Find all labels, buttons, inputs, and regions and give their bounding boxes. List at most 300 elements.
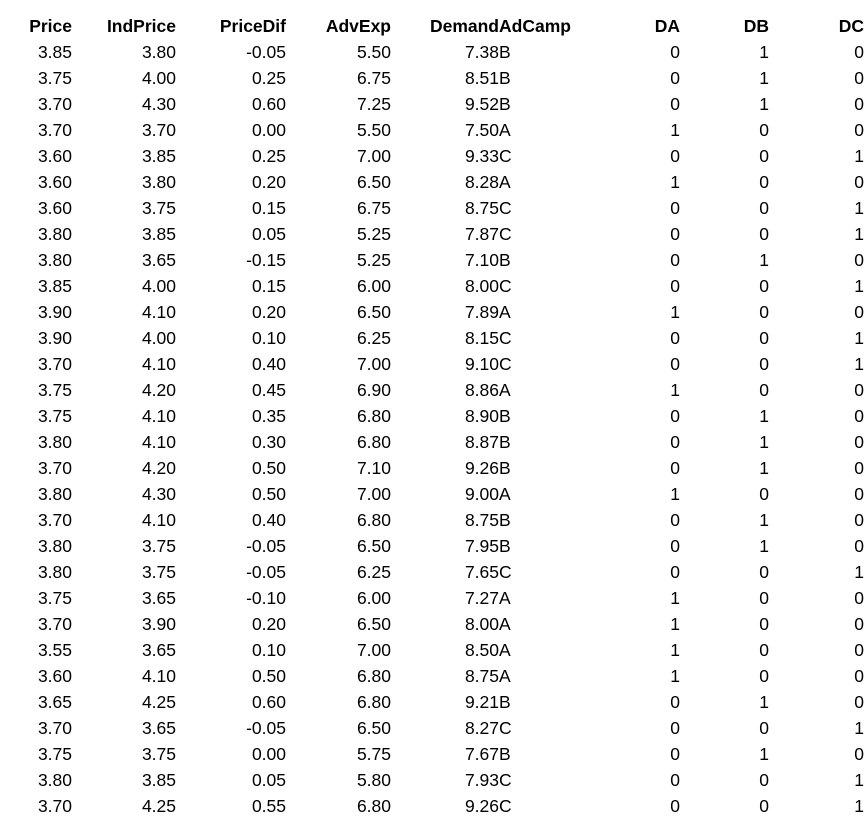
cell-db: 1 <box>759 250 769 270</box>
cell-price: 3.60 <box>37 146 72 166</box>
cell-da: 0 <box>670 328 680 348</box>
cell-indprice: 4.10 <box>141 302 176 322</box>
header-dc: DC <box>838 16 864 36</box>
cell-demand: 8.86 <box>464 380 499 400</box>
cell-demand: 8.75 <box>464 666 499 686</box>
cell-pricedif: 0.05 <box>251 770 286 790</box>
cell-advexp: 6.80 <box>356 796 391 816</box>
cell-indprice: 3.75 <box>141 562 176 582</box>
header-pricedif: PriceDif <box>219 16 286 36</box>
cell-adcamp: B <box>499 744 511 764</box>
cell-price: 3.55 <box>37 640 72 660</box>
cell-da: 0 <box>670 250 680 270</box>
cell-indprice: 3.80 <box>141 172 176 192</box>
table-row <box>0 611 864 637</box>
cell-da: 0 <box>670 692 680 712</box>
cell-indprice: 3.75 <box>141 744 176 764</box>
cell-dc: 0 <box>854 640 864 660</box>
cell-da: 0 <box>670 276 680 296</box>
cell-indprice: 3.75 <box>141 198 176 218</box>
cell-demand: 9.10 <box>464 354 499 374</box>
cell-dc: 1 <box>854 796 864 816</box>
cell-dc: 1 <box>854 198 864 218</box>
cell-advexp: 6.25 <box>356 562 391 582</box>
cell-pricedif: 0.20 <box>251 172 286 192</box>
cell-advexp: 7.00 <box>356 484 391 504</box>
cell-adcamp: C <box>499 354 512 374</box>
cell-da: 0 <box>670 354 680 374</box>
cell-db: 1 <box>759 432 769 452</box>
cell-indprice: 4.10 <box>141 432 176 452</box>
table-row <box>0 117 864 143</box>
cell-advexp: 5.80 <box>356 770 391 790</box>
cell-price: 3.80 <box>37 224 72 244</box>
header-da: DA <box>654 16 680 36</box>
cell-adcamp: B <box>499 406 511 426</box>
cell-pricedif: 0.40 <box>251 354 286 374</box>
cell-dc: 1 <box>854 718 864 738</box>
cell-da: 0 <box>670 68 680 88</box>
cell-adcamp: A <box>499 588 511 608</box>
cell-price: 3.65 <box>37 692 72 712</box>
cell-dc: 0 <box>854 406 864 426</box>
cell-indprice: 4.20 <box>141 380 176 400</box>
table-row <box>0 481 864 507</box>
table-row <box>0 221 864 247</box>
cell-pricedif: 0.20 <box>251 302 286 322</box>
cell-demand: 8.00 <box>464 276 499 296</box>
table-row <box>0 91 864 117</box>
cell-dc: 0 <box>854 666 864 686</box>
header-row <box>0 13 864 39</box>
cell-indprice: 4.00 <box>141 276 176 296</box>
cell-dc: 0 <box>854 484 864 504</box>
cell-price: 3.70 <box>37 354 72 374</box>
cell-indprice: 4.25 <box>141 796 176 816</box>
cell-price: 3.85 <box>37 276 72 296</box>
cell-pricedif: 0.05 <box>251 224 286 244</box>
cell-db: 0 <box>759 770 769 790</box>
cell-pricedif: 0.60 <box>251 692 286 712</box>
table-header <box>0 13 864 39</box>
cell-adcamp: A <box>499 484 511 504</box>
cell-da: 0 <box>670 94 680 114</box>
cell-da: 0 <box>670 458 680 478</box>
cell-adcamp: A <box>499 120 511 140</box>
cell-db: 0 <box>759 614 769 634</box>
cell-da: 1 <box>670 666 680 686</box>
cell-price: 3.70 <box>37 94 72 114</box>
cell-indprice: 3.70 <box>141 120 176 140</box>
cell-da: 0 <box>670 406 680 426</box>
cell-pricedif: 0.00 <box>251 744 286 764</box>
cell-db: 0 <box>759 172 769 192</box>
cell-advexp: 6.25 <box>356 328 391 348</box>
cell-pricedif: 0.60 <box>251 94 286 114</box>
cell-da: 1 <box>670 588 680 608</box>
cell-pricedif: 0.55 <box>251 796 286 816</box>
cell-indprice: 3.75 <box>141 536 176 556</box>
table-row <box>0 273 864 299</box>
cell-pricedif: 0.10 <box>251 640 286 660</box>
cell-da: 0 <box>670 42 680 62</box>
cell-indprice: 3.65 <box>141 718 176 738</box>
cell-demand: 7.67 <box>464 744 499 764</box>
cell-db: 0 <box>759 224 769 244</box>
cell-db: 0 <box>759 328 769 348</box>
cell-indprice: 4.10 <box>141 354 176 374</box>
cell-db: 1 <box>759 94 769 114</box>
cell-db: 0 <box>759 666 769 686</box>
cell-demand: 8.27 <box>464 718 499 738</box>
cell-advexp: 6.80 <box>356 666 391 686</box>
cell-advexp: 6.80 <box>356 406 391 426</box>
cell-db: 1 <box>759 744 769 764</box>
table-row <box>0 247 864 273</box>
cell-price: 3.60 <box>37 172 72 192</box>
cell-adcamp: B <box>499 510 511 530</box>
cell-price: 3.75 <box>37 588 72 608</box>
cell-demand: 9.00 <box>464 484 499 504</box>
cell-advexp: 5.50 <box>356 120 391 140</box>
cell-db: 1 <box>759 536 769 556</box>
cell-adcamp: C <box>499 770 512 790</box>
cell-db: 0 <box>759 302 769 322</box>
cell-indprice: 4.10 <box>141 510 176 530</box>
cell-pricedif: -0.10 <box>246 588 286 608</box>
table-row <box>0 637 864 663</box>
cell-pricedif: 0.35 <box>251 406 286 426</box>
cell-advexp: 6.80 <box>356 432 391 452</box>
cell-advexp: 7.25 <box>356 94 391 114</box>
cell-price: 3.90 <box>37 328 72 348</box>
cell-indprice: 4.20 <box>141 458 176 478</box>
cell-pricedif: 0.25 <box>251 68 286 88</box>
cell-price: 3.80 <box>37 562 72 582</box>
cell-db: 1 <box>759 42 769 62</box>
header-demand: Demand <box>429 16 499 36</box>
cell-price: 3.70 <box>37 458 72 478</box>
cell-adcamp: B <box>499 68 511 88</box>
cell-indprice: 4.00 <box>141 328 176 348</box>
cell-da: 0 <box>670 744 680 764</box>
cell-dc: 1 <box>854 354 864 374</box>
cell-advexp: 7.00 <box>356 146 391 166</box>
cell-pricedif: 0.50 <box>251 484 286 504</box>
cell-advexp: 7.00 <box>356 640 391 660</box>
cell-adcamp: A <box>499 380 511 400</box>
cell-dc: 0 <box>854 302 864 322</box>
cell-dc: 0 <box>854 614 864 634</box>
table-row <box>0 741 864 767</box>
header-price: Price <box>29 16 72 36</box>
cell-advexp: 5.25 <box>356 250 391 270</box>
cell-pricedif: 0.20 <box>251 614 286 634</box>
cell-indprice: 3.65 <box>141 640 176 660</box>
cell-demand: 8.28 <box>464 172 499 192</box>
cell-demand: 9.26 <box>464 796 499 816</box>
cell-demand: 7.10 <box>464 250 499 270</box>
cell-pricedif: -0.05 <box>246 718 286 738</box>
cell-demand: 7.65 <box>464 562 499 582</box>
cell-demand: 8.90 <box>464 406 499 426</box>
cell-pricedif: 0.50 <box>251 666 286 686</box>
table-row <box>0 299 864 325</box>
cell-advexp: 6.00 <box>356 276 391 296</box>
cell-pricedif: -0.15 <box>246 250 286 270</box>
table-row <box>0 559 864 585</box>
cell-adcamp: B <box>499 536 511 556</box>
header-adcamp: AdCamp <box>499 16 571 36</box>
table-row <box>0 403 864 429</box>
cell-db: 1 <box>759 692 769 712</box>
cell-price: 3.70 <box>37 796 72 816</box>
cell-db: 1 <box>759 68 769 88</box>
cell-advexp: 7.00 <box>356 354 391 374</box>
cell-dc: 0 <box>854 692 864 712</box>
cell-advexp: 6.50 <box>356 302 391 322</box>
cell-da: 0 <box>670 224 680 244</box>
cell-da: 1 <box>670 640 680 660</box>
cell-price: 3.70 <box>37 510 72 530</box>
cell-advexp: 6.50 <box>356 536 391 556</box>
cell-pricedif: 0.15 <box>251 276 286 296</box>
cell-pricedif: 0.40 <box>251 510 286 530</box>
cell-da: 1 <box>670 302 680 322</box>
cell-price: 3.70 <box>37 614 72 634</box>
cell-db: 0 <box>759 354 769 374</box>
cell-advexp: 6.50 <box>356 718 391 738</box>
cell-adcamp: C <box>499 224 512 244</box>
cell-indprice: 4.30 <box>141 484 176 504</box>
table-row <box>0 715 864 741</box>
cell-db: 1 <box>759 406 769 426</box>
table-row <box>0 377 864 403</box>
cell-dc: 0 <box>854 458 864 478</box>
cell-adcamp: A <box>499 172 511 192</box>
cell-advexp: 6.00 <box>356 588 391 608</box>
cell-indprice: 3.85 <box>141 770 176 790</box>
cell-demand: 7.93 <box>464 770 499 790</box>
cell-demand: 9.21 <box>464 692 499 712</box>
cell-da: 1 <box>670 380 680 400</box>
cell-indprice: 4.30 <box>141 94 176 114</box>
cell-da: 0 <box>670 146 680 166</box>
cell-adcamp: A <box>499 614 511 634</box>
cell-da: 0 <box>670 796 680 816</box>
table-row <box>0 507 864 533</box>
cell-advexp: 6.90 <box>356 380 391 400</box>
cell-price: 3.60 <box>37 666 72 686</box>
cell-dc: 1 <box>854 276 864 296</box>
cell-price: 3.75 <box>37 380 72 400</box>
cell-da: 0 <box>670 718 680 738</box>
cell-dc: 0 <box>854 588 864 608</box>
table-row <box>0 65 864 91</box>
cell-dc: 0 <box>854 42 864 62</box>
table-row <box>0 325 864 351</box>
cell-adcamp: B <box>499 94 511 114</box>
cell-demand: 8.75 <box>464 510 499 530</box>
cell-db: 0 <box>759 276 769 296</box>
table-row <box>0 429 864 455</box>
cell-da: 0 <box>670 510 680 530</box>
table-body <box>0 39 864 819</box>
cell-db: 1 <box>759 510 769 530</box>
cell-dc: 1 <box>854 562 864 582</box>
cell-advexp: 6.75 <box>356 198 391 218</box>
cell-db: 0 <box>759 146 769 166</box>
cell-dc: 1 <box>854 224 864 244</box>
cell-adcamp: C <box>499 718 512 738</box>
cell-demand: 8.00 <box>464 614 499 634</box>
cell-price: 3.80 <box>37 250 72 270</box>
cell-db: 0 <box>759 120 769 140</box>
cell-adcamp: A <box>499 640 511 660</box>
table-row <box>0 533 864 559</box>
cell-adcamp: B <box>499 692 511 712</box>
cell-db: 0 <box>759 588 769 608</box>
cell-indprice: 3.65 <box>141 250 176 270</box>
cell-pricedif: -0.05 <box>246 536 286 556</box>
cell-dc: 0 <box>854 250 864 270</box>
cell-price: 3.70 <box>37 120 72 140</box>
cell-adcamp: C <box>499 796 512 816</box>
cell-db: 0 <box>759 796 769 816</box>
cell-price: 3.80 <box>37 770 72 790</box>
cell-pricedif: 0.50 <box>251 458 286 478</box>
cell-price: 3.60 <box>37 198 72 218</box>
cell-adcamp: B <box>499 42 511 62</box>
cell-dc: 1 <box>854 146 864 166</box>
cell-da: 1 <box>670 120 680 140</box>
cell-db: 0 <box>759 640 769 660</box>
cell-adcamp: C <box>499 276 512 296</box>
table-row <box>0 39 864 65</box>
cell-demand: 9.26 <box>464 458 499 478</box>
cell-advexp: 5.25 <box>356 224 391 244</box>
cell-demand: 8.50 <box>464 640 499 660</box>
cell-db: 0 <box>759 380 769 400</box>
cell-indprice: 3.90 <box>141 614 176 634</box>
cell-demand: 7.95 <box>464 536 499 556</box>
cell-pricedif: -0.05 <box>246 562 286 582</box>
table-row <box>0 169 864 195</box>
cell-dc: 0 <box>854 510 864 530</box>
cell-dc: 1 <box>854 770 864 790</box>
cell-da: 1 <box>670 484 680 504</box>
cell-da: 0 <box>670 198 680 218</box>
cell-advexp: 5.75 <box>356 744 391 764</box>
cell-indprice: 3.80 <box>141 42 176 62</box>
cell-adcamp: A <box>499 666 511 686</box>
cell-da: 0 <box>670 536 680 556</box>
cell-demand: 8.51 <box>464 68 499 88</box>
table-row <box>0 455 864 481</box>
cell-price: 3.75 <box>37 744 72 764</box>
cell-advexp: 6.50 <box>356 172 391 192</box>
cell-da: 0 <box>670 562 680 582</box>
cell-demand: 8.15 <box>464 328 499 348</box>
cell-adcamp: B <box>499 250 511 270</box>
cell-indprice: 3.85 <box>141 224 176 244</box>
cell-price: 3.75 <box>37 68 72 88</box>
cell-dc: 0 <box>854 94 864 114</box>
cell-demand: 8.75 <box>464 198 499 218</box>
cell-demand: 8.87 <box>464 432 499 452</box>
cell-pricedif: 0.00 <box>251 120 286 140</box>
table-row <box>0 195 864 221</box>
cell-indprice: 4.25 <box>141 692 176 712</box>
cell-price: 3.80 <box>37 484 72 504</box>
cell-price: 3.85 <box>37 42 72 62</box>
cell-adcamp: C <box>499 146 512 166</box>
cell-dc: 0 <box>854 380 864 400</box>
cell-pricedif: 0.30 <box>251 432 286 452</box>
cell-pricedif: 0.15 <box>251 198 286 218</box>
cell-price: 3.80 <box>37 432 72 452</box>
cell-db: 0 <box>759 562 769 582</box>
cell-price: 3.75 <box>37 406 72 426</box>
cell-demand: 9.52 <box>464 94 499 114</box>
cell-demand: 7.89 <box>464 302 499 322</box>
cell-pricedif: 0.25 <box>251 146 286 166</box>
cell-db: 0 <box>759 718 769 738</box>
cell-dc: 1 <box>854 328 864 348</box>
cell-da: 1 <box>670 614 680 634</box>
cell-indprice: 4.10 <box>141 406 176 426</box>
cell-indprice: 3.65 <box>141 588 176 608</box>
header-indprice: IndPrice <box>106 16 176 36</box>
cell-db: 0 <box>759 484 769 504</box>
cell-advexp: 6.80 <box>356 510 391 530</box>
cell-demand: 7.50 <box>464 120 499 140</box>
cell-pricedif: 0.45 <box>251 380 286 400</box>
header-db: DB <box>743 16 769 36</box>
cell-dc: 0 <box>854 68 864 88</box>
table-row <box>0 585 864 611</box>
cell-indprice: 4.10 <box>141 666 176 686</box>
cell-demand: 7.27 <box>464 588 499 608</box>
cell-db: 1 <box>759 458 769 478</box>
cell-adcamp: C <box>499 562 512 582</box>
table-row <box>0 663 864 689</box>
cell-advexp: 6.50 <box>356 614 391 634</box>
cell-price: 3.80 <box>37 536 72 556</box>
table-row <box>0 143 864 169</box>
cell-da: 0 <box>670 770 680 790</box>
cell-demand: 7.38 <box>464 42 499 62</box>
cell-indprice: 3.85 <box>141 146 176 166</box>
cell-adcamp: B <box>499 458 511 478</box>
cell-dc: 0 <box>854 172 864 192</box>
cell-demand: 7.87 <box>464 224 499 244</box>
cell-dc: 0 <box>854 744 864 764</box>
cell-dc: 0 <box>854 120 864 140</box>
cell-advexp: 6.75 <box>356 68 391 88</box>
table-row <box>0 351 864 377</box>
cell-pricedif: 0.10 <box>251 328 286 348</box>
cell-adcamp: C <box>499 328 512 348</box>
cell-indprice: 4.00 <box>141 68 176 88</box>
cell-da: 1 <box>670 172 680 192</box>
cell-price: 3.70 <box>37 718 72 738</box>
cell-dc: 0 <box>854 432 864 452</box>
table-row <box>0 689 864 715</box>
cell-pricedif: -0.05 <box>246 42 286 62</box>
data-table <box>0 13 864 819</box>
header-advexp: AdvExp <box>325 16 391 36</box>
